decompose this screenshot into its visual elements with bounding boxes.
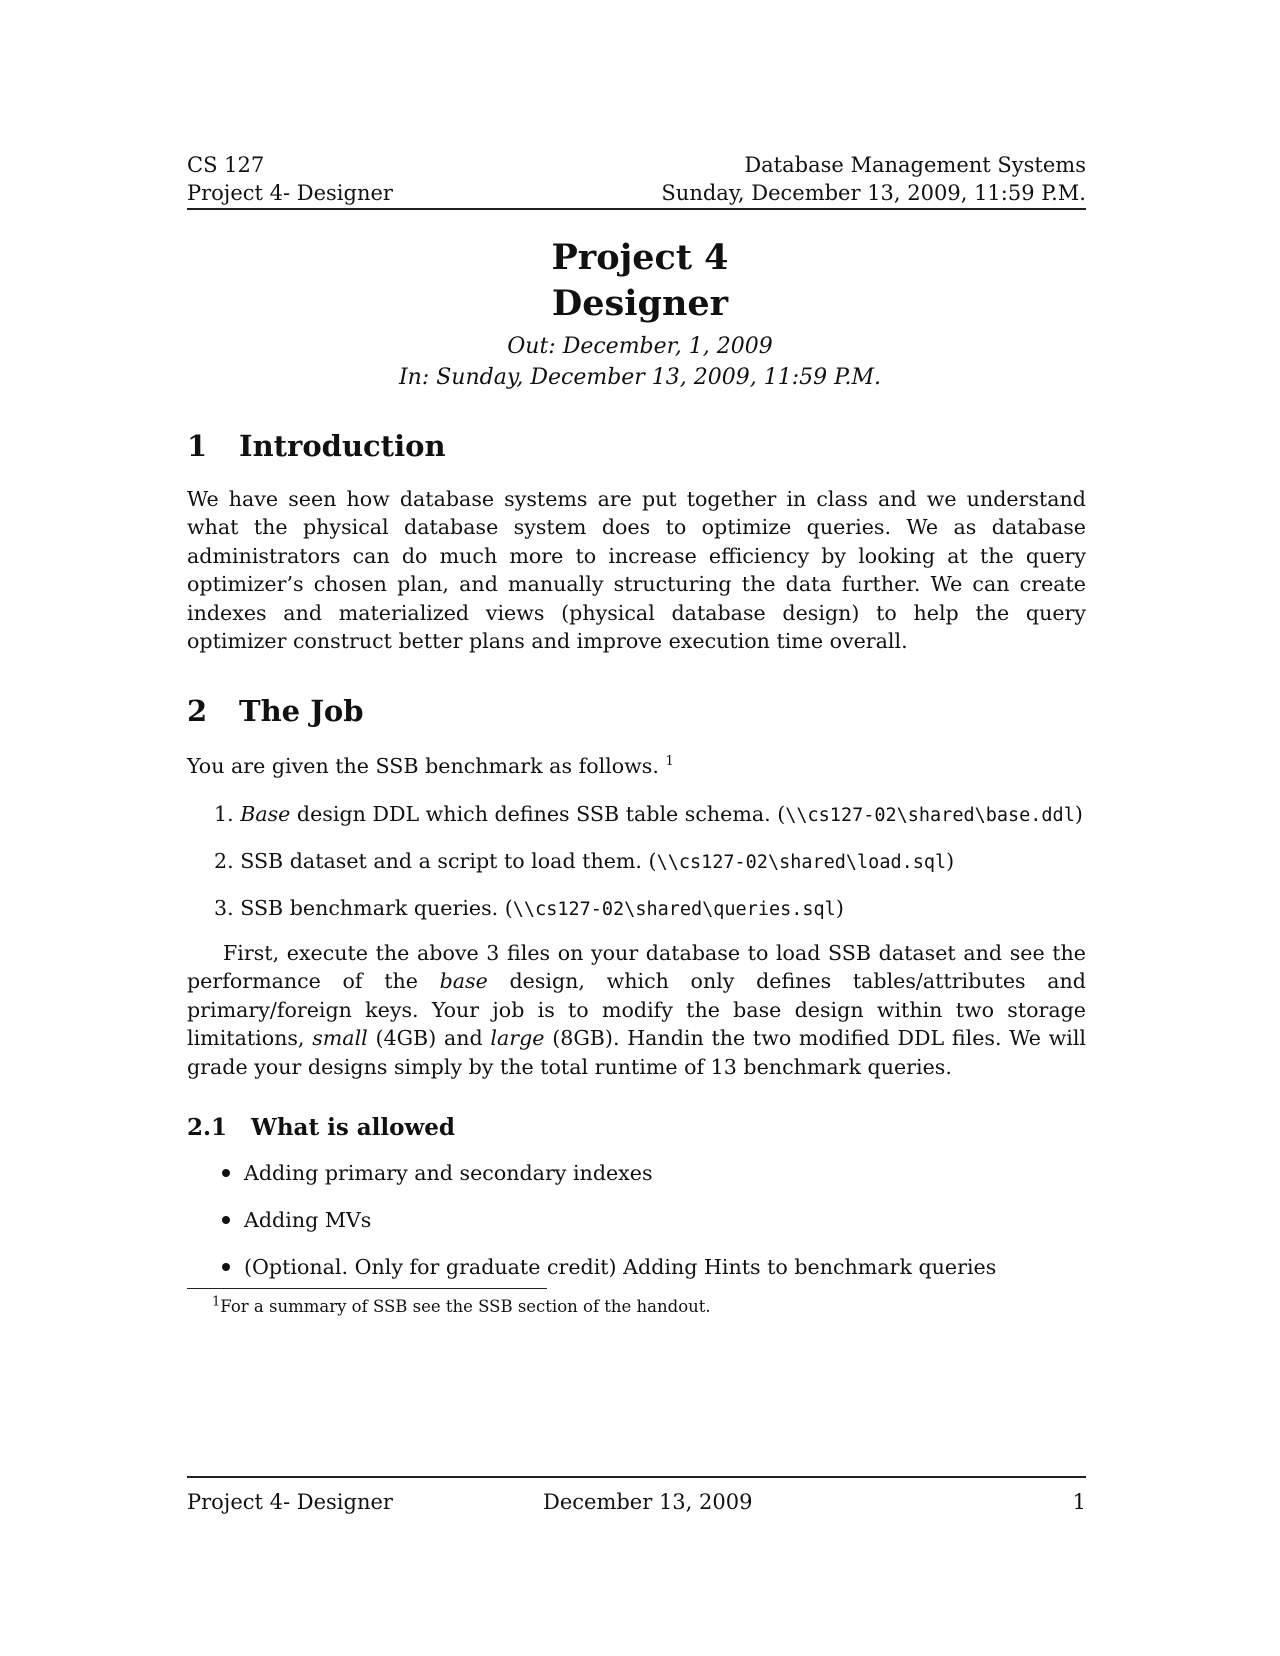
page-number: 1	[1072, 1490, 1086, 1514]
bullet-text: Adding MVs	[244, 1208, 372, 1232]
footnote-mark: 1	[212, 1294, 221, 1310]
bullet-icon	[222, 1263, 230, 1271]
file-path: \\cs127-02\shared\base.ddl	[785, 805, 1075, 826]
in-date: In: Sunday, December 13, 2009, 11:59 P.M.	[398, 365, 882, 390]
header-project: Project 4- Designer	[187, 181, 393, 205]
job-text-emphasis: small	[312, 1026, 368, 1051]
section-heading-introduction	[187, 428, 446, 464]
file-path: \\cs127-02\shared\load.sql	[656, 852, 947, 873]
header-course-title: Database Management Systems	[744, 153, 1086, 177]
bullet-text: (Optional. Only for graduate credit) Adding Hints to benchmark queries	[244, 1255, 997, 1279]
subsection-heading-what-is-allowed	[187, 1113, 455, 1143]
header-due: Sunday, December 13, 2009, 11:59 P.M.	[661, 181, 1086, 205]
section-number: 1	[187, 429, 208, 463]
job-text-part: (4GB) and	[367, 1026, 491, 1051]
header-rule	[187, 208, 1086, 210]
footer-rule	[187, 1476, 1086, 1478]
footnote-ref: 1	[665, 754, 674, 770]
bullet-item	[222, 1253, 996, 1281]
section-title: Introduction	[239, 429, 446, 463]
title-line1: Project 4	[551, 237, 729, 278]
job-paragraph	[187, 939, 1086, 1081]
job-text-part: (8GB). Handin the two modified DDL files. We will grade your designs simply by the total runtime of 13 benchmark queries.	[187, 1026, 1086, 1079]
footer-project: Project 4- Designer	[187, 1490, 393, 1514]
list-item-close: )	[946, 849, 955, 873]
list-item	[214, 894, 844, 924]
footer-date: December 13, 2009	[543, 1490, 753, 1514]
subsection-title: What is allowed	[251, 1114, 456, 1141]
section-number: 2	[187, 694, 208, 728]
title-line2: Designer	[551, 283, 729, 324]
bullet-item	[222, 1159, 653, 1187]
introduction-paragraph	[187, 485, 1086, 655]
job-lead	[187, 752, 674, 780]
list-item	[214, 800, 1083, 830]
bullet-icon	[222, 1216, 230, 1224]
list-item-emphasis: Base	[240, 802, 291, 826]
subsection-number: 2.1	[187, 1114, 228, 1141]
list-item-text: SSB benchmark queries. (	[240, 896, 513, 920]
job-text-part: First, execute the above 3 files on your database to load SSB dataset and see the performance of the	[187, 941, 1086, 994]
job-text-emphasis: base	[439, 969, 488, 994]
job-paragraph-text	[187, 939, 1086, 1081]
section-heading-the-job	[187, 693, 364, 729]
list-item-close: )	[835, 896, 844, 920]
header-course: CS 127	[187, 153, 265, 177]
footnote	[212, 1296, 711, 1318]
bullet-icon	[222, 1169, 230, 1177]
footnote-text: For a summary of SSB see the SSB section of the handout.	[220, 1297, 711, 1316]
job-text-part: design, which only defines tables/attributes and primary/foreign keys. Your job is to modify the base design within two storage limitations,	[187, 969, 1086, 1051]
bullet-text: Adding primary and secondary indexes	[244, 1161, 653, 1185]
job-text-emphasis: large	[490, 1026, 545, 1051]
list-item-number: 3.	[214, 896, 234, 920]
file-path: \\cs127-02\shared\queries.sql	[512, 899, 836, 920]
out-date: Out: December, 1, 2009	[507, 334, 773, 359]
section-title: The Job	[239, 694, 364, 728]
bullet-item	[222, 1206, 371, 1234]
list-item	[214, 847, 954, 877]
list-item-number: 2.	[214, 849, 234, 873]
list-item-text: design DDL which defines SSB table schema. (	[290, 802, 786, 826]
list-item-close: )	[1074, 802, 1083, 826]
introduction-text: We have seen how database systems are put together in class and we understand what the physical database system does to optimize queries. We as database administrators can do much more to increase efficiency by looking at the query optimizer’s chosen plan, and manually structuring the data further. We can create indexes and materialized views (physical database design) to help the query optimizer construct better plans and improve execution time overall.	[187, 487, 1086, 654]
job-lead-text: You are given the SSB benchmark as follows.	[187, 754, 659, 778]
list-item-text: SSB dataset and a script to load them. (	[240, 849, 657, 873]
footnote-rule	[187, 1288, 547, 1289]
list-item-number: 1.	[214, 802, 234, 826]
